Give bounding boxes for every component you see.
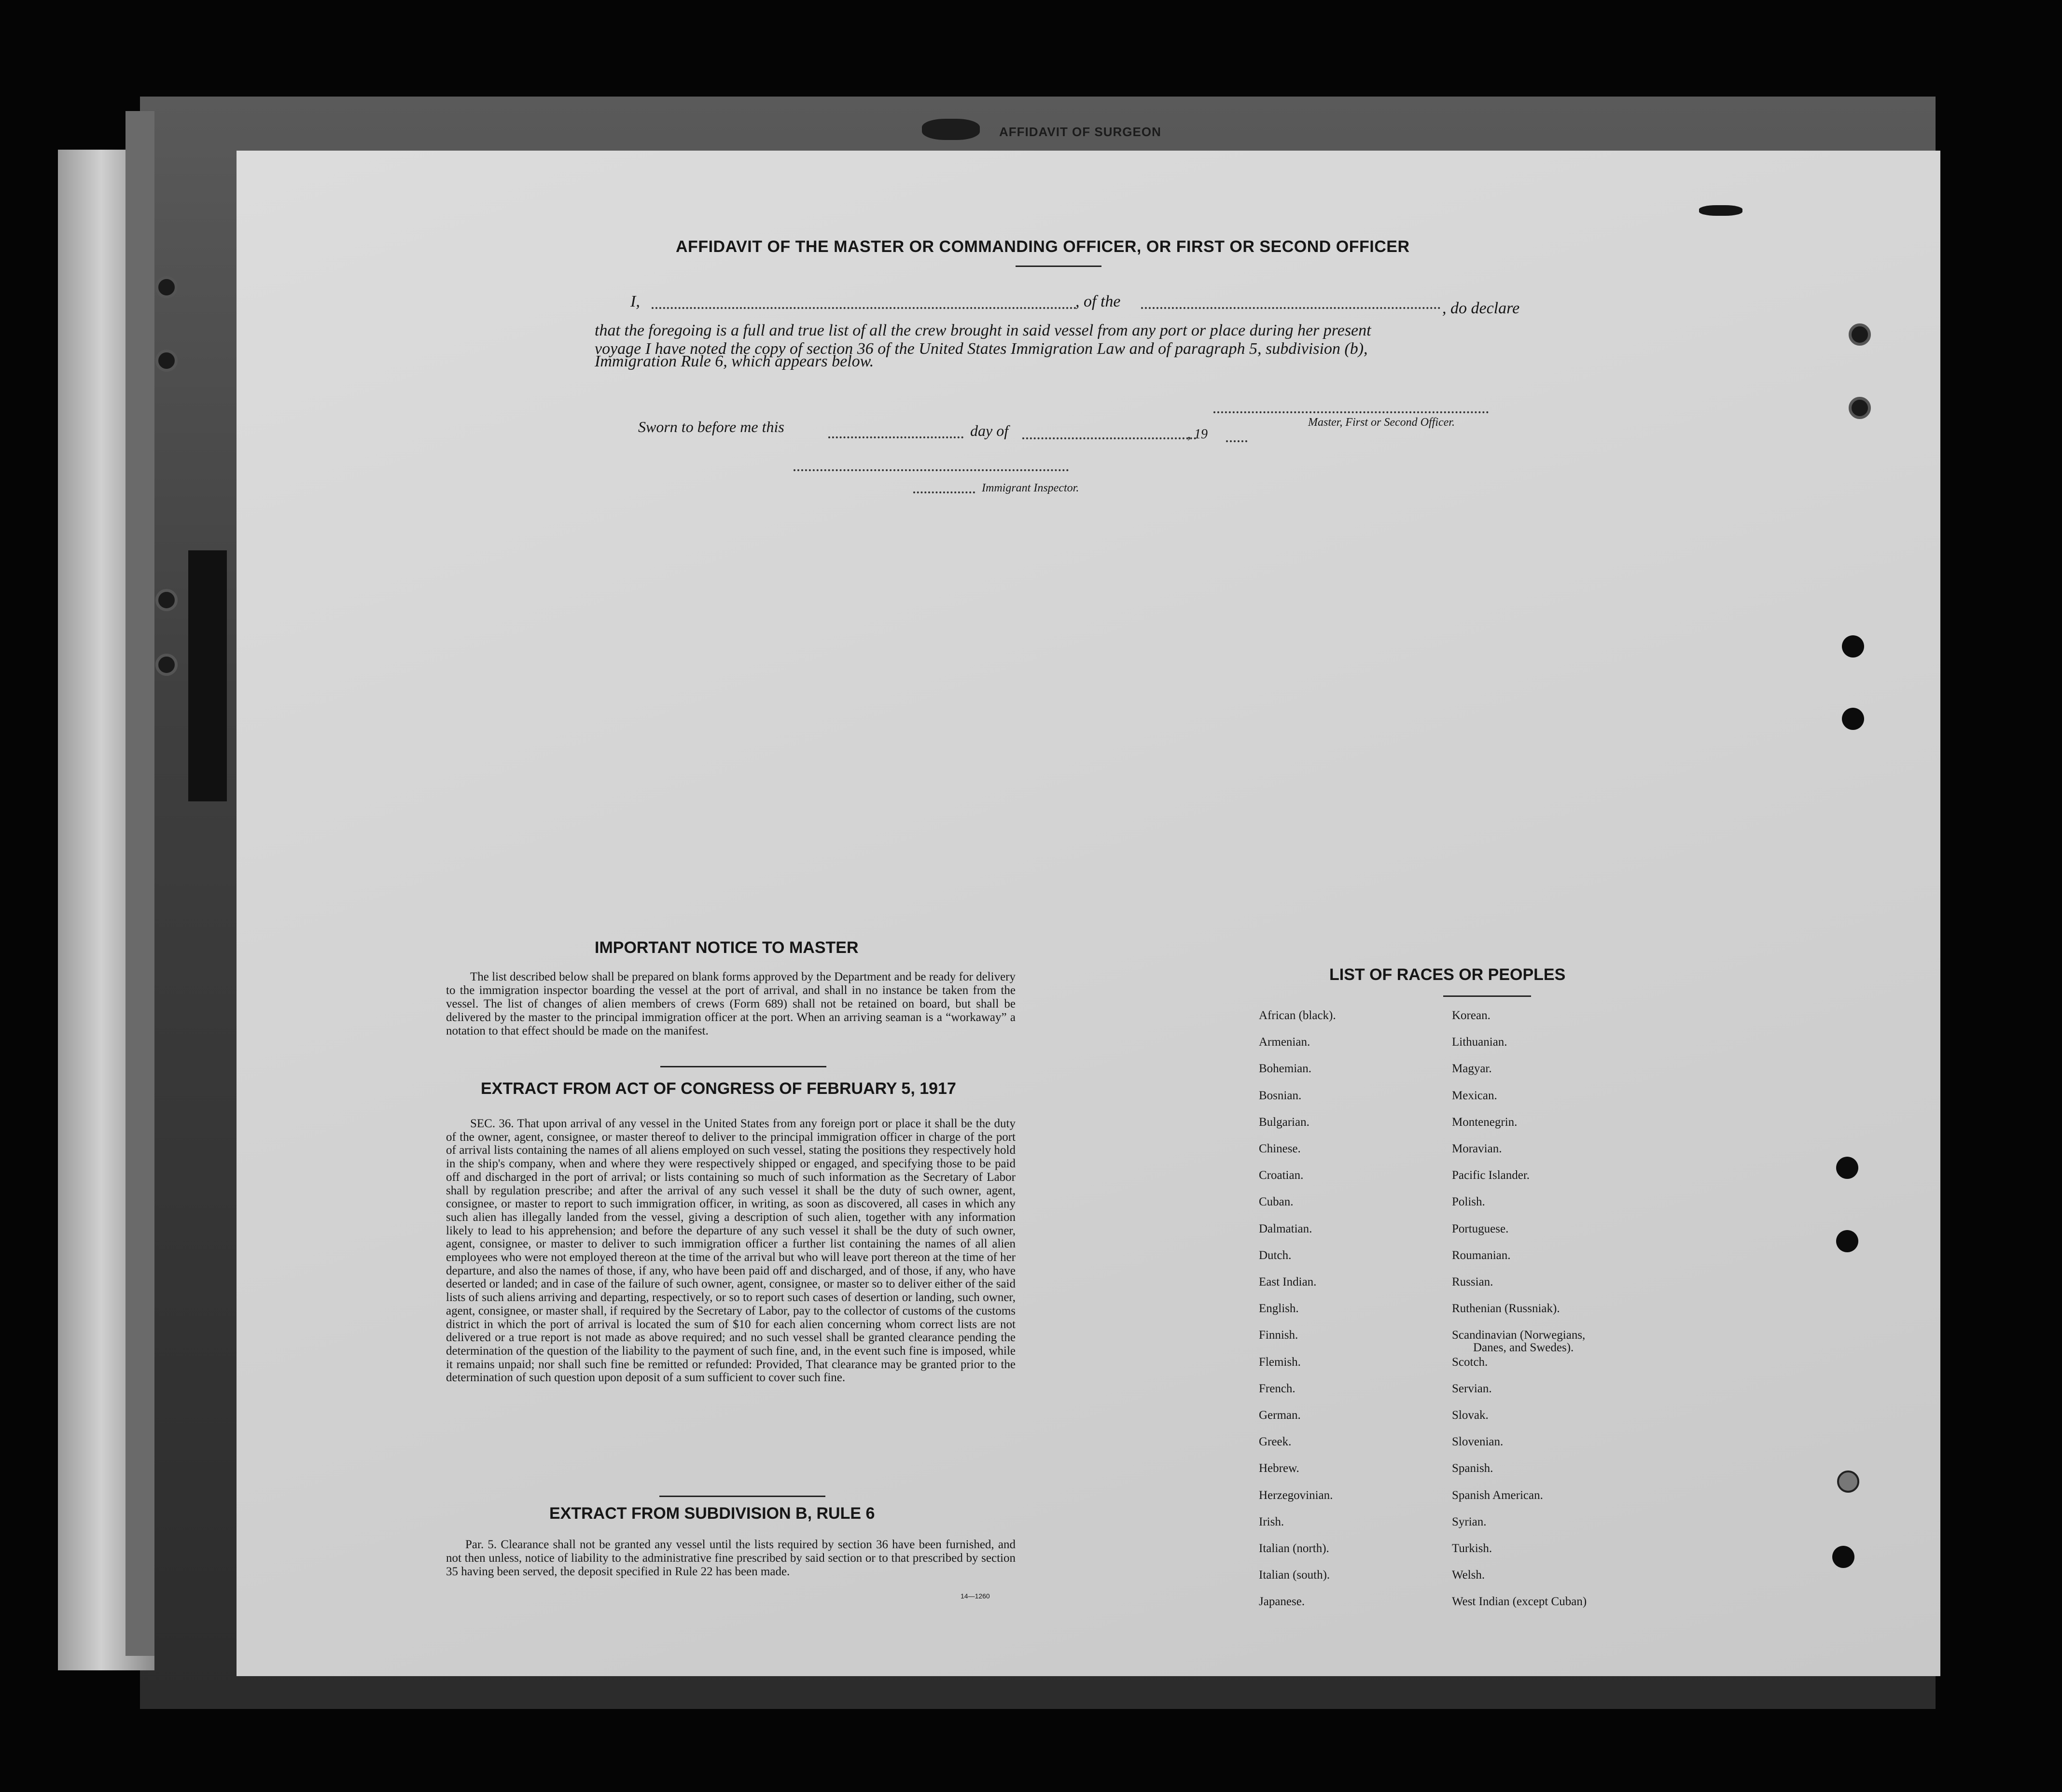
race-item: Turkish. xyxy=(1452,1542,1492,1555)
inspector-short-line xyxy=(913,491,975,493)
race-item: Lithuanian. xyxy=(1452,1036,1507,1049)
affidavit-line-3: voyage I have noted the copy of section 36 of the United States Immigration Law and of paragraph 5, subdivision (b), xyxy=(595,340,1368,358)
race-item: Scotch. xyxy=(1452,1355,1488,1369)
document-sheet xyxy=(237,151,1940,1676)
race-item: Cuban. xyxy=(1259,1195,1294,1209)
race-item: Croatian. xyxy=(1259,1169,1304,1182)
underlying-page-shadow xyxy=(125,111,154,1656)
race-item: Polish. xyxy=(1452,1195,1485,1209)
scan-shadow-left xyxy=(188,550,227,801)
punch-hole xyxy=(1842,635,1864,658)
master-signature-line xyxy=(1213,411,1489,413)
race-item: Portuguese. xyxy=(1452,1222,1509,1235)
race-item: Armenian. xyxy=(1259,1036,1310,1049)
punch-hole xyxy=(155,350,178,372)
punch-hole xyxy=(1849,323,1871,346)
race-item: Dutch. xyxy=(1259,1248,1292,1262)
race-item: Scandinavian (Norwegians, xyxy=(1452,1329,1586,1342)
race-item: Chinese. xyxy=(1259,1142,1301,1155)
race-item: Russian. xyxy=(1452,1275,1493,1288)
race-item: Pacific Islander. xyxy=(1452,1169,1530,1182)
affidavit-line-2: that the foregoing is a full and true list of all the crew brought in said vessel from any port or place during her present xyxy=(595,322,1371,339)
races-title: LIST OF RACES OR PEOPLES xyxy=(1329,966,1566,984)
race-item: Bosnian. xyxy=(1259,1089,1302,1102)
race-item: Irish. xyxy=(1259,1515,1284,1528)
act-divider xyxy=(659,1496,825,1497)
race-item: East Indian. xyxy=(1259,1275,1317,1288)
punch-hole xyxy=(1837,1470,1859,1493)
ink-blot xyxy=(922,119,980,140)
sworn-day-blank xyxy=(828,436,963,438)
title-underline xyxy=(1016,266,1101,267)
race-item: Slovak. xyxy=(1452,1409,1489,1422)
affidavit-do-declare: , do declare xyxy=(1442,299,1520,317)
race-item: Spanish American. xyxy=(1452,1488,1543,1502)
sworn-year: , 19 xyxy=(1187,427,1208,442)
race-item: Montenegrin. xyxy=(1452,1115,1518,1129)
affidavit-title: AFFIDAVIT OF THE MASTER OR COMMANDING OFFICER, OR FIRST OR SECOND OFFICER xyxy=(676,238,1410,256)
race-item: German. xyxy=(1259,1409,1301,1422)
race-item: Moravian. xyxy=(1452,1142,1502,1155)
master-label: Master, First or Second Officer. xyxy=(1308,416,1455,429)
vessel-blank xyxy=(1141,307,1440,309)
race-continuation: Danes, and Swedes). xyxy=(1473,1341,1574,1354)
race-item: Greek. xyxy=(1259,1435,1292,1449)
race-item: Roumanian. xyxy=(1452,1248,1511,1262)
inspector-signature-line xyxy=(794,469,1069,471)
punch-hole xyxy=(155,654,178,676)
race-item: Flemish. xyxy=(1259,1355,1301,1369)
affidavit-of-the: , of the xyxy=(1075,293,1121,310)
race-item: Syrian. xyxy=(1452,1515,1487,1528)
race-item: Ruthenian (Russniak). xyxy=(1452,1302,1560,1316)
inspector-label: Immigrant Inspector. xyxy=(982,482,1079,494)
act-title: EXTRACT FROM ACT OF CONGRESS OF FEBRUARY 5, 1917 xyxy=(481,1079,956,1098)
notice-divider xyxy=(660,1066,826,1067)
sworn-prefix: Sworn to before me this xyxy=(638,418,784,435)
race-item: Korean. xyxy=(1452,1009,1491,1022)
sworn-year-blank xyxy=(1226,440,1247,442)
race-item: Dalmatian. xyxy=(1259,1222,1312,1235)
race-item: Finnish. xyxy=(1259,1329,1298,1342)
punch-hole xyxy=(155,276,178,298)
punch-hole xyxy=(155,589,178,611)
header-label: AFFIDAVIT OF SURGEON xyxy=(999,125,1161,139)
punch-hole xyxy=(1836,1157,1858,1179)
punch-hole xyxy=(1836,1230,1858,1252)
race-item: Slovenian. xyxy=(1452,1435,1504,1449)
race-item: Italian (south). xyxy=(1259,1568,1330,1582)
race-item: Servian. xyxy=(1452,1382,1492,1395)
race-item: Italian (north). xyxy=(1259,1542,1329,1555)
name-blank xyxy=(652,307,1076,309)
race-item: West Indian (except Cuban) xyxy=(1452,1595,1587,1609)
race-item: Bulgarian. xyxy=(1259,1115,1310,1129)
notice-body: The list described below shall be prepared on blank forms approved by the Department and be ready for delivery to the immigration inspector boarding the vessel at the port of arrival, and shall in no instance be taken from the vessel. The list of changes of alien members of crews (Form 689) shall not be retained on board, but shall be delivered by the master to the principal immigration officer at the port. When an arriving seaman is a “workaway” a notation to that effect should be made on the manifest. xyxy=(446,970,1016,1037)
race-item: Hebrew. xyxy=(1259,1462,1299,1475)
race-item: English. xyxy=(1259,1302,1299,1316)
punch-hole xyxy=(1832,1546,1854,1568)
notice-title: IMPORTANT NOTICE TO MASTER xyxy=(595,938,859,957)
race-item: Welsh. xyxy=(1452,1568,1485,1582)
race-item: Mexican. xyxy=(1452,1089,1497,1102)
rule6-body: Par. 5. Clearance shall not be granted any vessel until the lists required by section 36 have been furnished, and not then unless, notice of liability to the administrative fine prescribed by said section or to that prescribed by section 35 having been served, the deposit specified in Rule 22 has been made. xyxy=(446,1538,1016,1578)
punch-hole xyxy=(1849,397,1871,419)
sworn-month-blank xyxy=(1022,437,1196,439)
act-body: SEC. 36. That upon arrival of any vessel in the United States from any foreign port or place it shall be the duty of the owner, agent, consignee, or master thereof to deliver to the principal immigration officer in charge of the port of arrival lists containing the names of all aliens employed on such vessel, stating the positions they respectively hold in the ship's company, when and where they were respectively shipped or engaged, and specifying those to be paid off and discharged in the port of arrival; or lists containing so much of such information as the Secretary of Labor shall by regulation prescribe; and after the arrival of any such vessel it shall be the duty of such owner, agent, consignee, or master to report to such immigration officer, in writing, as soon as discovered, all cases in which any such alien has illegally landed from the vessel, giving a description of such alien, together with any information likely to lead to his apprehension; and before the departure of any such vessel it shall be the duty of such owner, agent, consignee, or master to deliver to such immigration officer a further list containing the names of all alien employees who were not employed thereon at the time of the arrival but who will leave port thereon at the time of her departure, and also the names of those, if any, who have been paid off and discharged, and of those, if any, who have deserted or landed; and in case of the failure of such owner, agent, consignee, or master so to deliver either of the said lists of such aliens arriving and departing, respectively, or so to report such cases of desertion or landing, such owner, agent, consignee, or master shall, if required by the Secretary of Labor, pay to the collector of customs of the customs district in which the port of arrival is located the sum of $10 for each alien concerning whom correct lists are not delivered or a true report is not made as above required; and no such vessel shall be granted clearance pending the determination of the question of the liability to the payment of such fine, and, in the event such fine is imposed, while it remains unpaid; nor shall such fine be remitted or refunded: Provided, That clearance may be granted prior to the determination of such question upon deposit of a sum sufficient to cover such fine. xyxy=(446,1117,1016,1385)
race-item: African (black). xyxy=(1259,1009,1336,1022)
races-title-underline xyxy=(1443,995,1531,997)
affidavit-line-4: Immigration Rule 6, which appears below. xyxy=(595,352,874,370)
punch-hole xyxy=(1842,708,1864,730)
race-item: Magyar. xyxy=(1452,1062,1492,1076)
sworn-day-of: day of xyxy=(970,422,1009,439)
form-number: 14—1260 xyxy=(961,1592,990,1600)
race-item: Japanese. xyxy=(1259,1595,1305,1609)
rule6-title: EXTRACT FROM SUBDIVISION B, RULE 6 xyxy=(549,1504,875,1523)
corner-ink-mark xyxy=(1699,205,1742,216)
affidavit-i: I, xyxy=(630,293,640,310)
race-item: Spanish. xyxy=(1452,1462,1493,1475)
race-item: French. xyxy=(1259,1382,1296,1395)
race-item: Bohemian. xyxy=(1259,1062,1312,1076)
race-item: Herzegovinian. xyxy=(1259,1488,1333,1502)
